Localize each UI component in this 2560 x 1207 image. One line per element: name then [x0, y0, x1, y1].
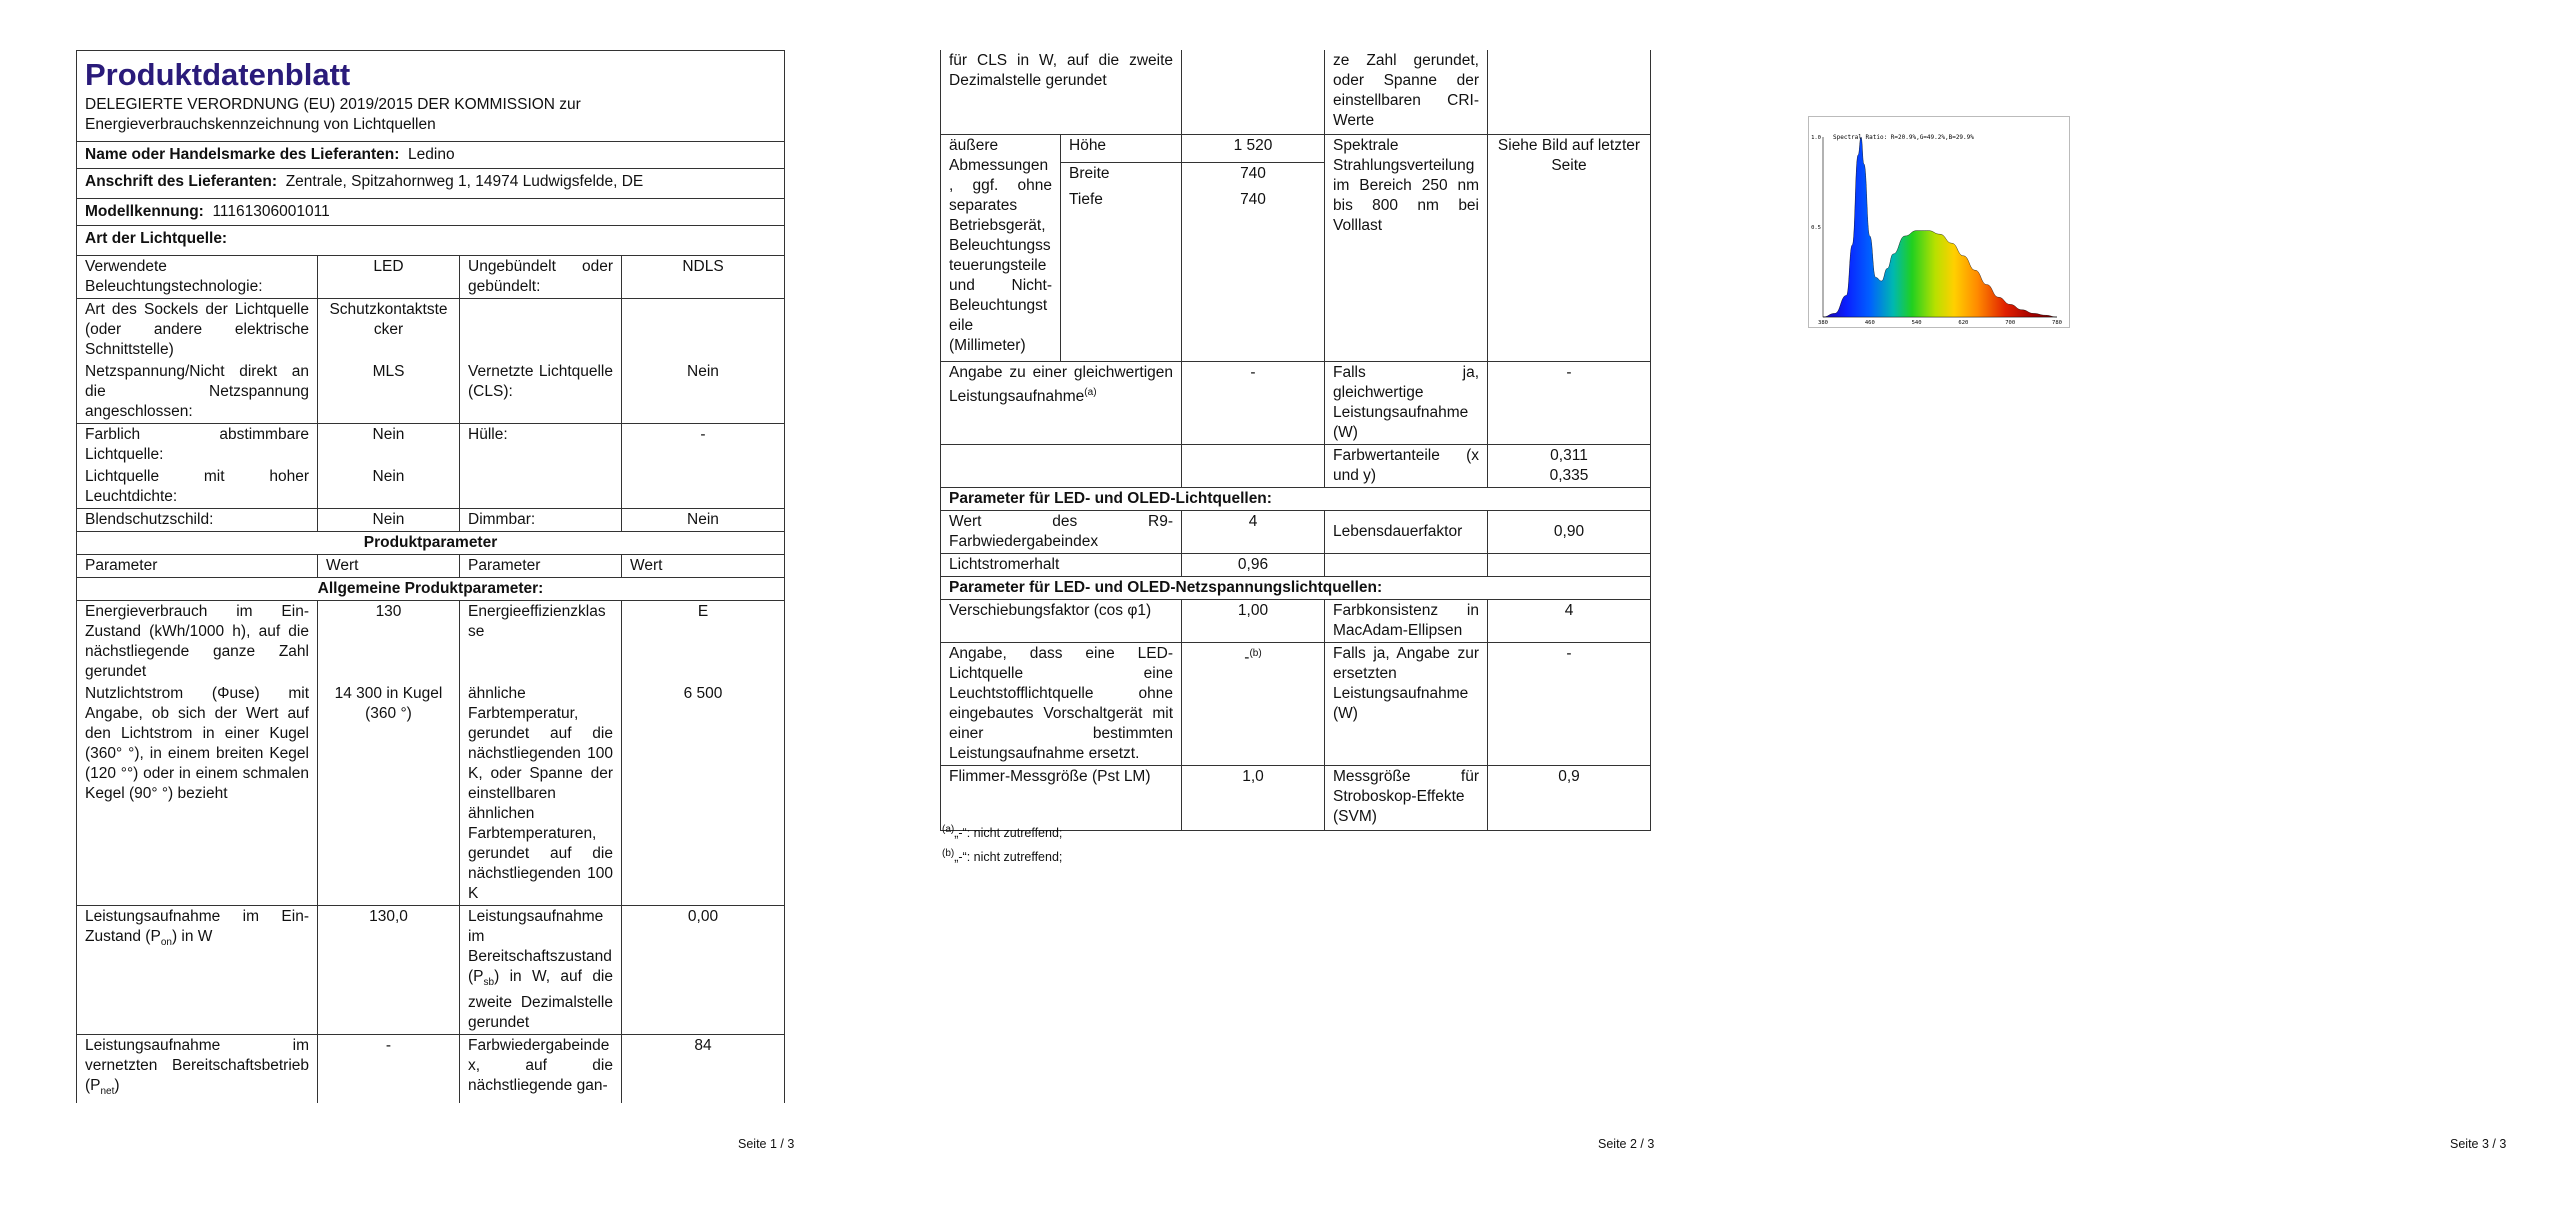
supplier-address-label: Anschrift des Lieferanten:	[85, 173, 278, 190]
high-luminance-value: Nein	[318, 466, 460, 509]
cct-label: ähnliche Farbtemperatur, gerundet auf die nächstliegenden 100 K, oder Spanne der einstellbaren ähnlichen Farbtemperaturen, gerundet auf die nächstliegenden 100 K	[460, 683, 622, 906]
dimmable-value: Nein	[622, 509, 785, 532]
model-label: Modellkennung:	[85, 203, 204, 220]
power-net-label: Leistungsaufnahme im vernetzten Bereitschaftsbetrieb $(P_{net})$	[77, 1035, 318, 1104]
bundled-label: Ungebündelt oder gebündelt:	[460, 256, 622, 299]
footnote-b: $^{(b)}$„-“: nicht zutreffend;	[942, 848, 1063, 865]
cls-label: Vernetzte Lichtquelle (CLS):	[460, 361, 622, 424]
led-oled-mains-params-heading: Parameter für LED- und OLED-Netzspannungslichtquellen:	[941, 577, 1651, 600]
depth-label: Tiefe	[1061, 189, 1182, 362]
datasheet-table-part-1	[76, 50, 785, 1103]
tech-label: Verwendete Beleuchtungstechnologie:	[77, 256, 318, 299]
page-title: Produktdatenblatt	[85, 57, 351, 92]
spectral-distribution-chart	[1808, 116, 2070, 328]
cri-label-cont: ze Zahl gerundet, oder Spanne der einstellbaren CRI-Werte	[1325, 50, 1488, 135]
survival-factor-value: 0,90	[1488, 511, 1651, 554]
y-tick-label: 1.0	[1811, 135, 1821, 141]
x-tick-label: 780	[2052, 320, 2062, 326]
antiglare-label: Blendschutzschild:	[77, 509, 318, 532]
spectral-chart-svg	[1809, 117, 2069, 327]
efficiency-class-label: Energieeffizienzklasse	[460, 601, 622, 684]
lumen-maintenance-label: Lichtstromerhalt	[941, 554, 1182, 577]
socket-value: Schutzkontaktstecker	[318, 299, 460, 362]
supplier-address: Zentrale, Spitzahornweg 1, 14974 Ludwigsfelde, DE	[285, 173, 644, 190]
power-net-value: -	[318, 1035, 460, 1104]
spectral-area-series	[1823, 137, 2057, 317]
cls-value: Nein	[622, 361, 785, 424]
footnote-a: $^{(a)}$„-“: nicht zutreffend;	[942, 824, 1063, 841]
cover-value: -	[622, 424, 785, 467]
svm-value: 0,9	[1488, 766, 1651, 831]
flicker-value: 1,0	[1182, 766, 1325, 831]
product-params-heading: Produktparameter	[77, 532, 785, 555]
model-id: 11161306001011	[212, 203, 330, 220]
cct-value: 6 500	[622, 683, 785, 906]
power-on-value: 130,0	[318, 906, 460, 1035]
equiv-power-value: -	[1182, 362, 1325, 445]
col-param-1: Parameter	[77, 555, 318, 578]
led-oled-params-heading: Parameter für LED- und OLED-Lichtquellen:	[941, 488, 1651, 511]
energy-on-label: Energieverbrauch im Ein-Zustand (kWh/1000 h), auf die nächstliegende ganze Zahl gerundet	[77, 601, 318, 684]
spectral-label: Spektrale Strahlungsverteilung im Bereich 250 nm bis 800 nm bei Volllast	[1325, 135, 1488, 362]
x-tick-label: 460	[1864, 320, 1875, 326]
r9-label: Wert des R9-Farbwiedergabeindex	[941, 511, 1182, 554]
chromaticity-label: Farbwertanteile (x und y)	[1325, 445, 1488, 488]
mains-value: MLS	[318, 361, 460, 424]
page-2	[860, 0, 1720, 1207]
bundled-value: NDLS	[622, 256, 785, 299]
supplier-name-label: Name oder Handelsmarke des Lieferanten:	[85, 146, 400, 163]
svm-label: Messgröße für Stroboskop-Effekte (SVM)	[1325, 766, 1488, 831]
chromaticity-value: 0,311 0,335	[1488, 445, 1651, 488]
page-1	[0, 0, 860, 1207]
page-number-2: Seite 2 / 3	[1598, 1137, 1655, 1151]
replacement-label: Angabe, dass eine LED-Lichtquelle eine Leuchtstofflichtquelle ohne eingebautes Vorschaltgerät mit einer bestimmten Leistungsaufnahme ersetzt.	[941, 643, 1182, 766]
color-consistency-value: 4	[1488, 600, 1651, 643]
depth-value: 740	[1182, 189, 1325, 362]
replacement-power-label: Falls ja, Angabe zur ersetzten Leistungsaufnahme (W)	[1325, 643, 1488, 766]
energy-on-value: 130	[318, 601, 460, 684]
page-number-1: Seite 1 / 3	[738, 1137, 795, 1151]
dimmable-label: Dimmbar:	[460, 509, 622, 532]
luminous-flux-label: Nutzlichtstrom (Φuse) mit Angabe, ob sich der Wert auf den Lichtstrom in einer Kugel (360° °), in einem breiten Kegel (120 °°) oder in einem schmalen Kegel (90° °) bezieht	[77, 683, 318, 906]
col-value-2: Wert	[622, 555, 785, 578]
flicker-label: Flimmer-Messgröße (Pst LM)	[941, 766, 1182, 831]
power-standby-value: 0,00	[622, 906, 785, 1035]
width-value: 740	[1182, 162, 1325, 189]
height-label: Höhe	[1061, 135, 1182, 163]
width-label: Breite	[1061, 162, 1182, 189]
cover-label: Hülle:	[460, 424, 622, 467]
survival-factor-label: Lebensdauerfaktor	[1325, 511, 1488, 554]
tunable-label: Farblich abstimmbare Lichtquelle:	[77, 424, 318, 467]
cri-value: 84	[622, 1035, 785, 1104]
dimensions-label: äußere Abmessungen, ggf. ohne separates Betriebsgerät, Beleuchtungssteuerungsteile und Nicht-Beleuchtungsteile (Millimeter)	[941, 135, 1061, 362]
col-value-1: Wert	[318, 555, 460, 578]
x-tick-label: 540	[1911, 320, 1922, 326]
light-source-type-heading: Art der Lichtquelle:	[77, 226, 785, 256]
x-tick-label: 380	[1818, 320, 1828, 326]
power-on-label: Leistungsaufnahme im Ein-Zustand $(P_{on})$ in W	[77, 906, 318, 1035]
general-params-heading: Allgemeine Produktparameter:	[77, 578, 785, 601]
antiglare-value: Nein	[318, 509, 460, 532]
spectral-ratio-annotation: Spectral Ratio: R=20.9%,G=49.2%,B=29.9%	[1833, 134, 1974, 141]
equiv-power-w-value: -	[1488, 362, 1651, 445]
tech-value: LED	[318, 256, 460, 299]
datasheet-table-part-2	[940, 50, 1651, 831]
efficiency-class-value: E	[622, 601, 785, 684]
x-tick-label: 700	[2005, 320, 2016, 326]
page-3	[1720, 0, 2560, 1207]
regulation-text: DELEGIERTE VERORDNUNG (EU) 2019/2015 DER KOMMISSION zur Energieverbrauchskennzeichnung von Lichtquellen	[85, 96, 581, 133]
tunable-value: Nein	[318, 424, 460, 467]
supplier-name: Ledino	[408, 146, 455, 163]
color-consistency-label: Farbkonsistenz in MacAdam-Ellipsen	[1325, 600, 1488, 643]
cri-label: Farbwiedergabeindex, auf die nächstliegende gan-	[460, 1035, 622, 1104]
spectral-value: Siehe Bild auf letzter Seite	[1488, 135, 1651, 362]
replacement-value: -$^{(b)}$	[1182, 643, 1325, 766]
r9-value: 4	[1182, 511, 1325, 554]
displacement-factor-label: Verschiebungsfaktor (cos φ1)	[941, 600, 1182, 643]
high-luminance-label: Lichtquelle mit hoher Leuchtdichte:	[77, 466, 318, 509]
y-tick-label: 0.5	[1811, 225, 1821, 231]
mains-label: Netzspannung/Nicht direkt an die Netzspannung angeschlossen:	[77, 361, 318, 424]
luminous-flux-value: 14 300 in Kugel (360 °)	[318, 683, 460, 906]
x-tick-label: 620	[1958, 320, 1969, 326]
lumen-maintenance-value: 0,96	[1182, 554, 1325, 577]
equiv-power-w-label: Falls ja, gleichwertige Leistungsaufnahme (W)	[1325, 362, 1488, 445]
power-standby-label: Leistungsaufnahme im Bereitschaftszustand $(P_{sb})$ in W, auf die zweite Dezimalstelle gerundet	[460, 906, 622, 1035]
equiv-power-label: Angabe zu einer gleichwertigen Leistungsaufnahme$^{(a)}$	[941, 362, 1182, 445]
replacement-power-value: -	[1488, 643, 1651, 766]
height-value: 1 520	[1182, 135, 1325, 163]
displacement-factor-value: 1,00	[1182, 600, 1325, 643]
page-number-3: Seite 3 / 3	[2450, 1137, 2507, 1151]
power-net-label-cont: für CLS in W, auf die zweite Dezimalstelle gerundet	[941, 50, 1182, 135]
col-param-2: Parameter	[460, 555, 622, 578]
socket-label: Art des Sockels der Lichtquelle (oder andere elektrische Schnittstelle)	[77, 299, 318, 362]
